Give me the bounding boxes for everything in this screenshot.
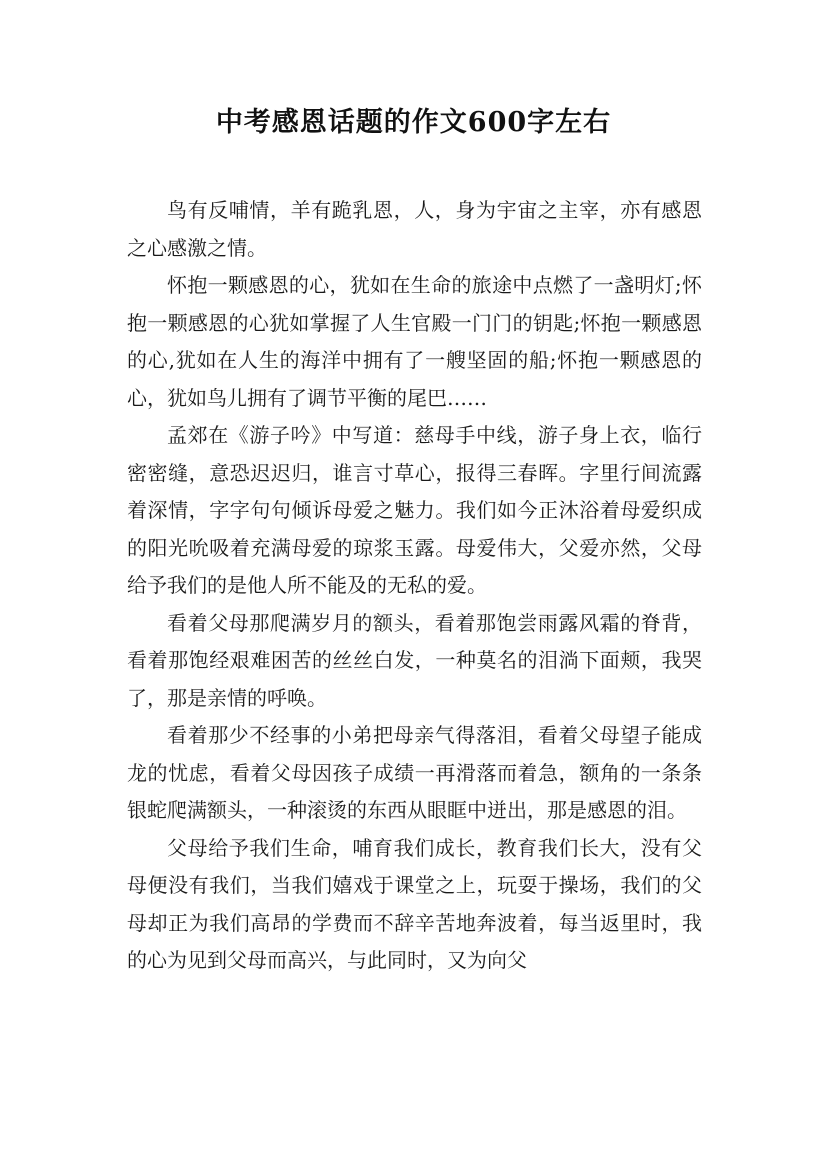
paragraph: 看着那少不经事的小弟把母亲气得落泪，看着父母望子能成龙的忧虑，看着父母因孩子成绩一再滑落而着急，额角的一条条银蛇爬满额头，一种滚烫的东西从眼眶中迸出，那是感恩的泪。 xyxy=(127,723,702,822)
paragraph: 孟郊在《游子吟》中写道：慈母手中线，游子身上衣，临行密密缝，意恐迟迟归，谁言寸草心，报得三春晖。字里行间流露着深情，字字句句倾诉母爱之魅力。我们如今正沐浴着母爱织成的阳光吮吸着充满母爱的琼浆玉露。母爱伟大，父爱亦然，父母给予我们的是他人所不能及的无私的爱。 xyxy=(127,423,702,597)
paragraph: 看着父母那爬满岁月的额头，看着那饱尝雨露风霜的脊背，看着那饱经艰难困苦的丝丝白发，一种莫名的泪淌下面颊，我哭了，那是亲情的呼唤。 xyxy=(127,610,702,710)
document-title: 中考感恩话题的作文600字左右 xyxy=(215,107,612,138)
document-body xyxy=(127,192,702,980)
paragraph: 怀抱一颗感恩的心，犹如在生命的旅途中点燃了一盏明灯;怀抱一颗感恩的心犹如掌握了人生官殿一门门的钥匙;怀抱一颗感恩的心,犹如在人生的海洋中拥有了一艘坚固的船;怀抱一颗感恩的心，犹如鸟儿拥有了调节平衡的尾巴…… xyxy=(127,273,702,410)
paragraph: 父母给予我们生命，哺育我们成长，教育我们长大，没有父母便没有我们，当我们嬉戏于课堂之上，玩耍于操场，我们的父母却正为我们高昂的学费而不辞辛苦地奔波着，每当返里时，我的心为见到父母而高兴，与此同时，又为向父 xyxy=(127,835,702,972)
paragraph: 鸟有反哺情，羊有跪乳恩，人，身为宇宙之主宰，亦有感恩之心感激之情。 xyxy=(127,198,702,260)
